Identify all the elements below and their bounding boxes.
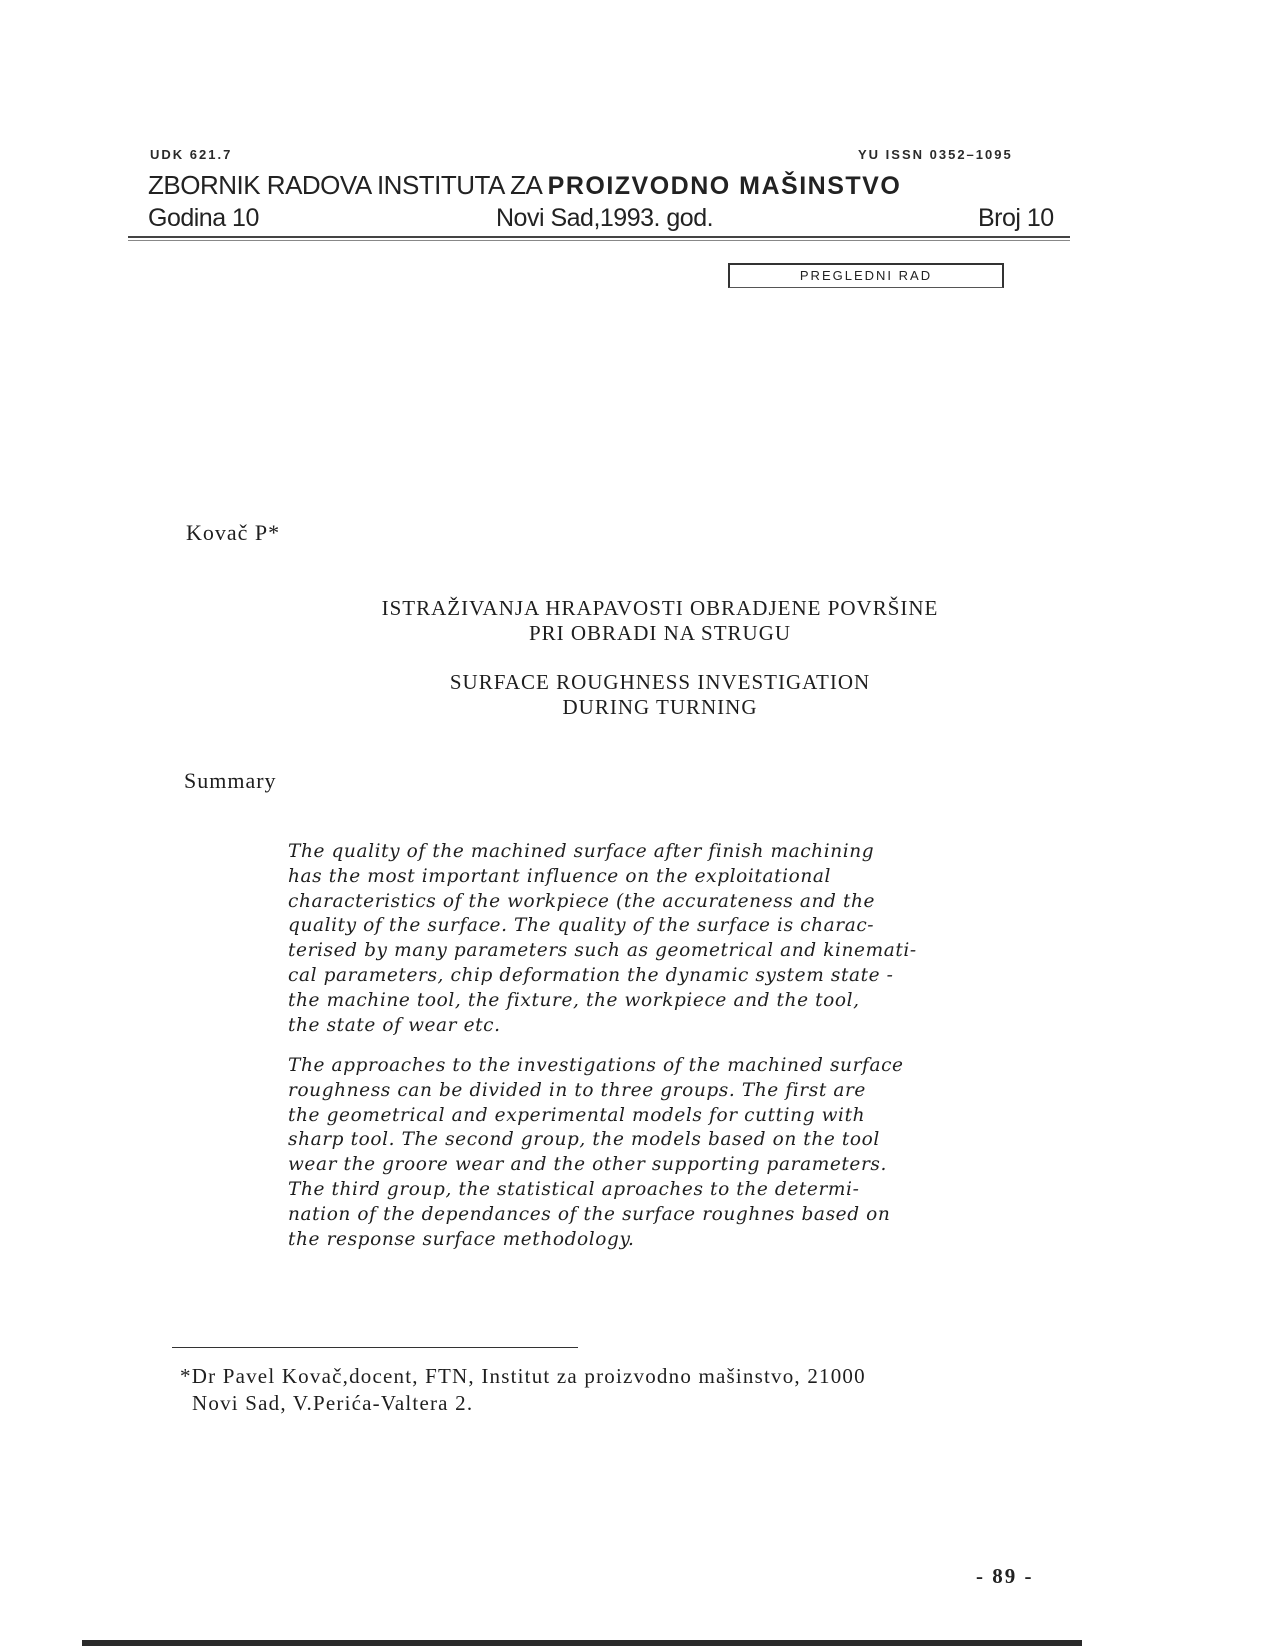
abstract-line: the state of wear etc.: [288, 1014, 501, 1036]
abstract-line: The third group, the statistical aproaches to the determi-: [288, 1178, 860, 1200]
abstract-line: cal parameters, chip deformation the dynamic system state -: [288, 964, 894, 986]
abstract-paragraph-1: [288, 840, 917, 1038]
title-serbian-line-2: PRI OBRADI NA STRUGU: [528, 621, 792, 645]
abstract-line: roughness can be divided in to three groups. The first are: [288, 1079, 866, 1101]
journal-title-regular: ZBORNIK RADOVA INSTITUTA ZA: [148, 170, 548, 200]
volume-label: Godina 10: [148, 204, 259, 232]
issue-number: Broj 10: [978, 204, 1054, 232]
footnote-line-1: *Dr Pavel Kovač,docent, FTN, Institut za proizvodno mašinstvo, 21000: [180, 1364, 866, 1388]
title-english: [280, 670, 1040, 720]
issn-code: YU ISSN 0352–1095: [858, 147, 1013, 162]
footnote-line-2: Novi Sad, V.Perića-Valtera 2.: [192, 1391, 474, 1415]
abstract-line: The quality of the machined surface after finish machining: [288, 841, 875, 862]
author: Kovač P*: [186, 520, 281, 545]
page-number: - 89 -: [976, 1564, 1034, 1588]
abstract-line: has the most important influence on the exploitational: [288, 865, 832, 887]
abstract-line: quality of the surface. The quality of the surface is charac-: [288, 915, 875, 937]
title-english-line-1: SURFACE ROUGHNESS INVESTIGATION: [449, 670, 871, 694]
footnote: [180, 1363, 866, 1417]
udk-code: UDK 621.7: [150, 147, 233, 162]
abstract-line: characteristics of the workpiece (the accurateness and the: [288, 890, 876, 912]
header-rule: [128, 236, 1070, 238]
title-serbian: [280, 596, 1040, 646]
summary-heading: Summary: [184, 768, 277, 793]
abstract-line: wear the groore wear and the other supporting parameters.: [288, 1154, 887, 1176]
abstract-line: sharp tool. The second group, the models based on the tool: [288, 1129, 880, 1151]
scan-edge-bar: [82, 1640, 1082, 1646]
title-english-line-2: DURING TURNING: [562, 695, 758, 719]
abstract-line: nation of the dependances of the surface roughnes based on: [288, 1203, 891, 1225]
place-date: Novi Sad,1993. god.: [496, 204, 714, 232]
abstract-paragraph-2: [288, 1054, 904, 1252]
title-serbian-line-1: ISTRAŽIVANJA HRAPAVOSTI OBRADJENE POVRŠINE: [381, 596, 939, 620]
journal-title: [148, 170, 1058, 201]
abstract-line: the geometrical and experimental models for cutting with: [288, 1104, 866, 1126]
paper-type-badge: PREGLEDNI RAD: [728, 263, 1004, 288]
journal-title-bold: PROIZVODNO MAŠINSTVO: [547, 172, 902, 200]
abstract-line: the machine tool, the fixture, the workpiece and the tool,: [288, 989, 860, 1011]
abstract-line: the response surface methodology.: [288, 1228, 635, 1250]
abstract-line: The approaches to the investigations of the machined surface: [288, 1055, 904, 1076]
abstract-line: terised by many parameters such as geometrical and kinemati-: [288, 940, 917, 962]
header-rule-thin: [128, 240, 1070, 241]
footnote-rule: [172, 1347, 578, 1348]
